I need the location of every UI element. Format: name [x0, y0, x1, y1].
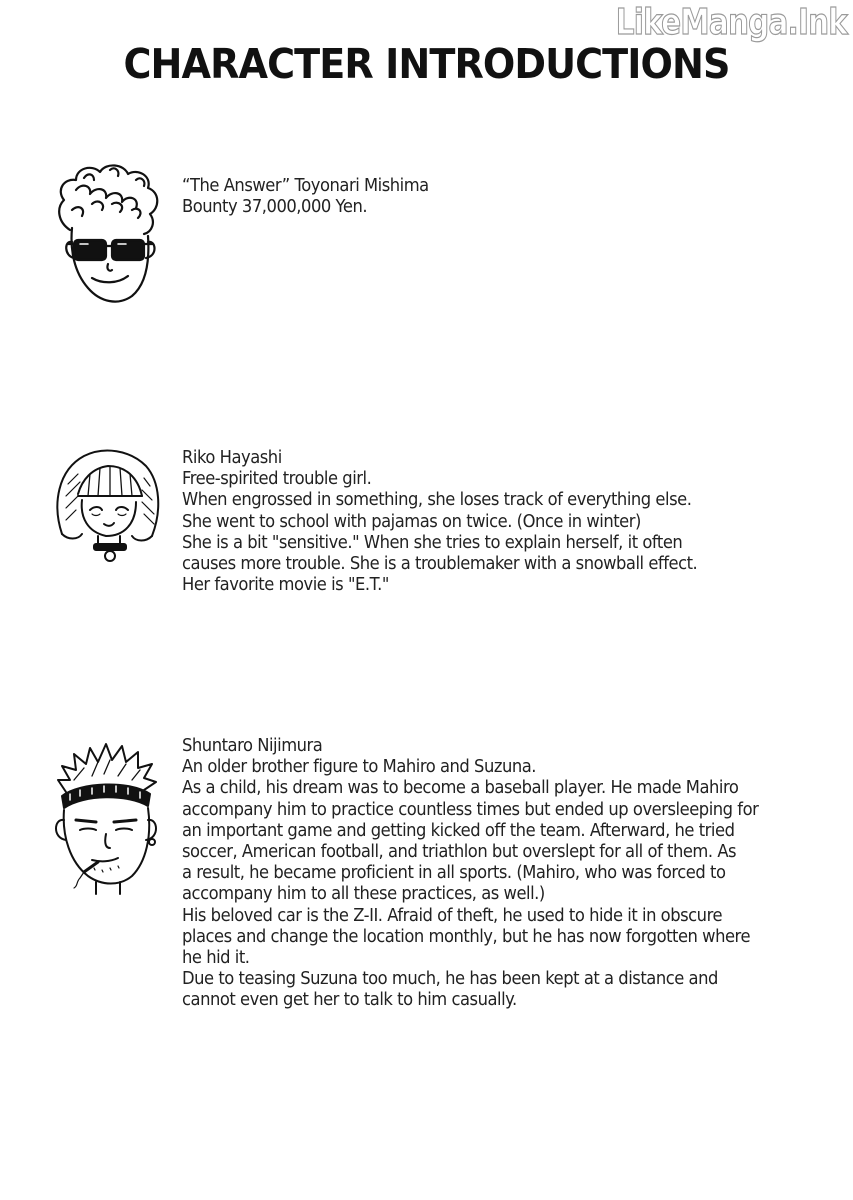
character-name: Riko Hayashi	[182, 448, 282, 468]
character-detail: His beloved car is the Z-II. Afraid of theft, he used to hide it in obscure places and change the location monthly, but he has now forgotten where he hid it.	[182, 905, 751, 969]
shuntaro-nijimura-portrait-icon	[40, 736, 172, 896]
character-detail: Due to teasing Suzuna too much, he has been kept at a distance and cannot even get her to talk to him casually.	[182, 969, 718, 1011]
character-detail: An older brother figure to Mahiro and Suzuna.	[182, 757, 537, 778]
character-detail: She went to school with pajamas on twice. (Once in winter)	[182, 511, 641, 532]
character-detail: When engrossed in something, she loses track of everything else.	[182, 490, 692, 511]
character-detail: Bounty 37,000,000 Yen.	[182, 197, 368, 218]
character-detail: Her favorite movie is "E.T."	[182, 575, 389, 596]
character-description	[182, 736, 784, 1012]
character-detail: Free-spirited trouble girl.	[182, 469, 372, 490]
page-title: CHARACTER INTRODUCTIONS	[123, 40, 730, 88]
character-detail: She is a bit "sensitive." When she tries to explain herself, it often causes more trouble. She is a troublemaker with a snowball effect.	[182, 532, 698, 575]
character-name: “The Answer” Toyonari Mishima	[182, 176, 429, 196]
character-description	[182, 176, 784, 218]
character-description	[182, 448, 784, 596]
toyonari-mishima-portrait-icon	[48, 160, 166, 310]
character-detail: As a child, his dream was to become a baseball player. He made Mahiro accompany him to practice countless times but ended up oversleeping for an important game and getting kicked off the team. Afterward, he tried soccer, American football, and triathlon but overslept for all of them. As a result, he became proficient in all sports. (Mahiro, who was forced to accompany him to all these practices, as well.)	[182, 778, 759, 905]
riko-hayashi-portrait-icon	[48, 444, 166, 574]
character-name: Shuntaro Nijimura	[182, 736, 323, 756]
watermark: LikeManga.Ink	[615, 2, 847, 43]
